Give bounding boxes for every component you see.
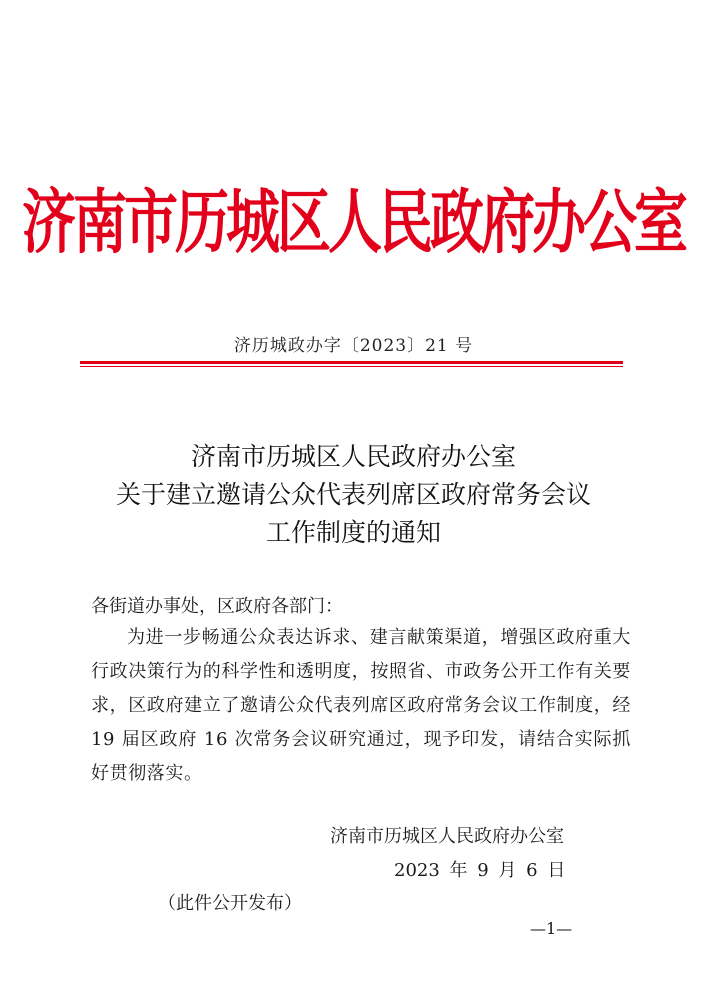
- red-divider-thin: [80, 366, 623, 367]
- page-number: —1—: [530, 919, 573, 938]
- masthead-title: 济南市历城区人民政府办公室: [22, 180, 685, 263]
- red-divider-thick: [80, 361, 623, 364]
- document-number: 济历城政办字〔2023〕21 号: [233, 336, 474, 356]
- body-paragraph: 为进一步畅通公众表达诉求、建言献策渠道，增强区政府重大行政决策行为的科学性和透明度，按照省、市政务公开工作有关要求，区政府建立了邀请公众代表列席区政府常务会议工作制度，经 19 届区政府 16 次常务会议研究通过，现予印发，请结合实际抓好贯彻落实。: [91, 627, 631, 784]
- notice-title: [0, 438, 707, 552]
- issuer-signature: 济南市历城区人民政府办公室: [330, 826, 564, 847]
- salutation: 各街道办事处，区政府各部门：: [91, 596, 343, 617]
- title-line-2: 关于建立邀请公众代表列席区政府常务会议: [115, 480, 591, 509]
- publish-note: （此件公开发布）: [158, 893, 302, 914]
- title-line-1: 济南市历城区人民政府办公室: [190, 442, 516, 471]
- issue-date: 2023 年 9 月 6 日: [394, 860, 566, 881]
- title-line-3: 工作制度的通知: [265, 518, 441, 547]
